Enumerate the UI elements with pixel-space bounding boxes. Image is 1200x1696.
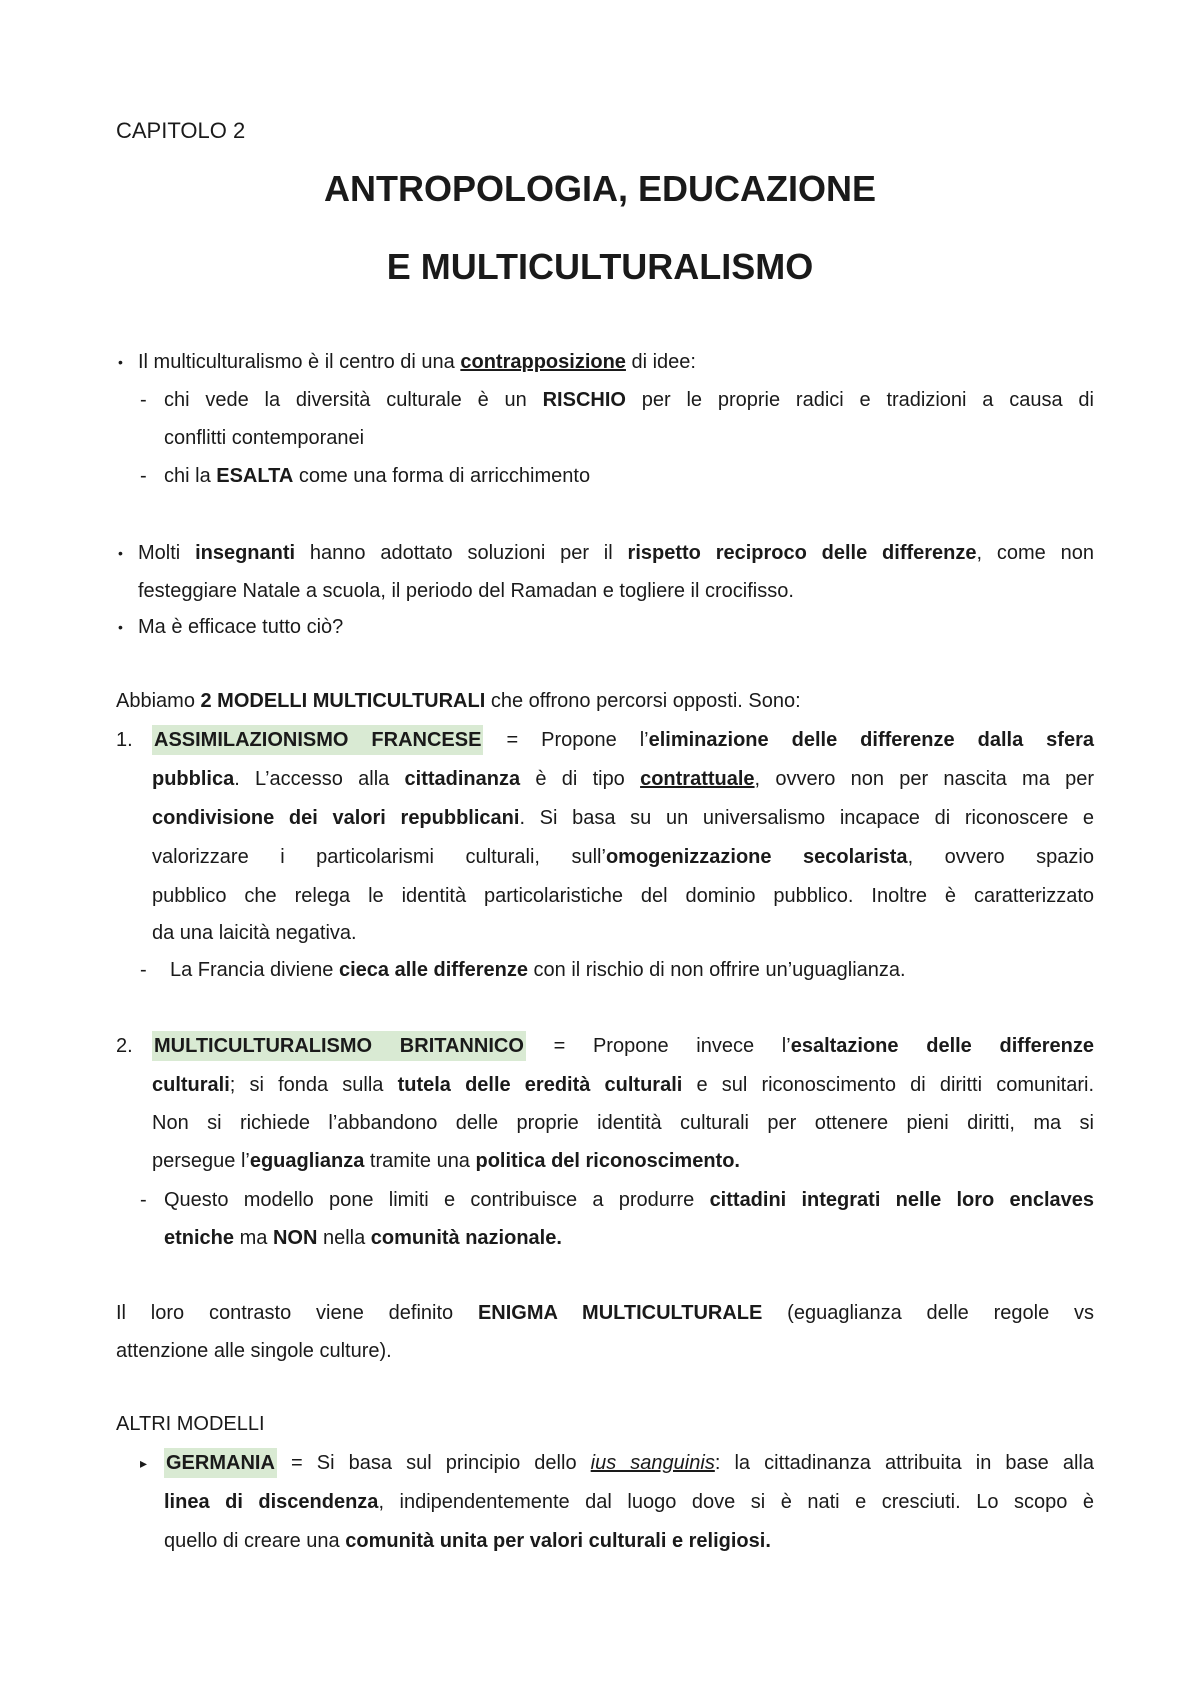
paragraph-2: Molti insegnanti hanno adottato soluzioni per il rispetto reciproco delle differenze, come non bbox=[138, 542, 1094, 564]
bullet-icon: • bbox=[118, 619, 123, 635]
model-2-dash-1-cont: etniche ma NON nella comunità nazionale. bbox=[164, 1227, 562, 1249]
other-models-heading: ALTRI MODELLI bbox=[116, 1413, 265, 1435]
paragraph-2-cont: festeggiare Natale a scuola, il periodo del Ramadan e togliere il crocifisso. bbox=[138, 580, 794, 602]
arrow-bullet-icon: ▸ bbox=[140, 1455, 148, 1471]
bullet-icon: • bbox=[118, 354, 123, 370]
paragraph-1-dash-1-cont: conflitti contemporanei bbox=[164, 427, 365, 449]
paragraph-1: Il multiculturalismo è il centro di una contrapposizione di idee: bbox=[138, 351, 696, 373]
germany-line-2: linea di discendenza, indipendentemente dal luogo dove si è nati e cresciuti. Lo scopo è bbox=[164, 1491, 1094, 1513]
paragraph-1-dash-1: chi vede la diversità culturale è un RISCHIO per le proprie radici e tradizioni a causa di bbox=[164, 389, 1094, 411]
germany-name: GERMANIA bbox=[164, 1448, 277, 1478]
model-2-line-2: culturali; si fonda sulla tutela delle eredità culturali e sul riconoscimento di diritti comunitari. bbox=[152, 1074, 1095, 1096]
model-2-name: MULTICULTURALISMO BRITANNICO bbox=[152, 1031, 526, 1061]
model-1-line-5: pubblico che relega le identità particolaristiche del dominio pubblico. Inoltre è caratterizzato bbox=[152, 885, 1094, 907]
model-2-dash-1: Questo modello pone limiti e contribuisce a produrre cittadini integrati nelle loro enclaves bbox=[164, 1189, 1094, 1211]
model-1-line-2: pubblica. L’accesso alla cittadinanza è di tipo contrattuale, ovvero non per nascita ma per bbox=[152, 768, 1094, 790]
dash-icon: - bbox=[140, 959, 147, 981]
enigma-line-1: Il loro contrasto viene definito ENIGMA MULTICULTURALE (eguaglianza delle regole vs bbox=[116, 1302, 1094, 1324]
model-1-name: ASSIMILAZIONISMO FRANCESE bbox=[152, 725, 483, 755]
bullet-icon: • bbox=[118, 545, 123, 561]
germany-line-1: GERMANIA = Si basa sul principio dello ius sanguinis: la cittadinanza attribuita in base alla bbox=[164, 1450, 1094, 1476]
model-1-line-4: valorizzare i particolarismi culturali, sull’omogenizzazione secolarista, ovvero spazio bbox=[152, 846, 1094, 868]
model-1-dash-1: La Francia diviene cieca alle differenze con il rischio di non offrire un’uguaglianza. bbox=[170, 959, 906, 981]
document-title-line-1: ANTROPOLOGIA, EDUCAZIONE bbox=[323, 168, 876, 209]
model-2-line-1: MULTICULTURALISMO BRITANNICO = Propone invece l’esaltazione delle differenze bbox=[152, 1033, 1094, 1059]
model-1-line-6: da una laicità negativa. bbox=[152, 922, 357, 944]
chapter-label: CAPITOLO 2 bbox=[116, 118, 246, 143]
dash-icon: - bbox=[140, 1189, 147, 1211]
list-number: 2. bbox=[116, 1035, 133, 1057]
model-1-line-1: ASSIMILAZIONISMO FRANCESE = Propone l’eliminazione delle differenze dalla sfera bbox=[152, 727, 1094, 753]
model-2-line-3: Non si richiede l’abbandono delle proprie identità culturali per ottenere pieni diritti, ma si bbox=[152, 1112, 1094, 1134]
models-intro: Abbiamo 2 MODELLI MULTICULTURALI che offrono percorsi opposti. Sono: bbox=[116, 690, 801, 712]
dash-icon: - bbox=[140, 465, 147, 487]
paragraph-1-dash-2: chi la ESALTA come una forma di arricchimento bbox=[164, 465, 591, 487]
model-1-line-3: condivisione dei valori repubblicani. Si basa su un universalismo incapace di riconoscere e bbox=[152, 807, 1094, 829]
paragraph-3: Ma è efficace tutto ciò? bbox=[138, 616, 344, 638]
model-2-line-4: persegue l’eguaglianza tramite una politica del riconoscimento. bbox=[152, 1150, 740, 1172]
enigma-line-2: attenzione alle singole culture). bbox=[116, 1340, 392, 1362]
dash-icon: - bbox=[140, 389, 147, 411]
germany-line-3: quello di creare una comunità unita per valori culturali e religiosi. bbox=[164, 1530, 771, 1552]
list-number: 1. bbox=[116, 729, 133, 751]
document-title-line-2: E MULTICULTURALISMO bbox=[386, 246, 814, 287]
